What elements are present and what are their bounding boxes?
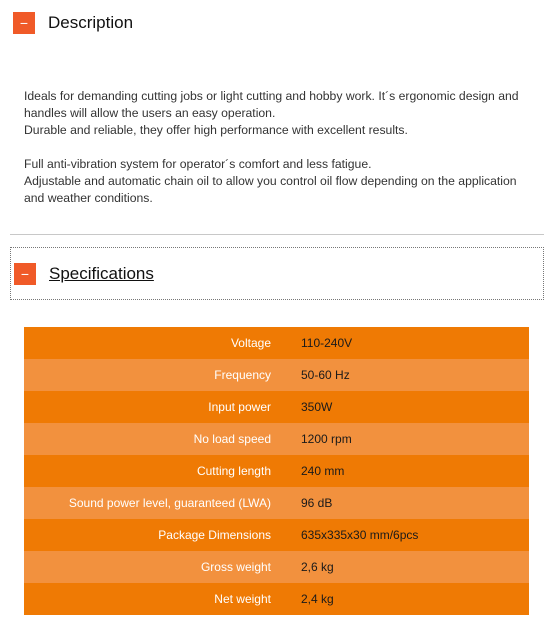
collapse-minus-icon[interactable]: − (13, 12, 35, 34)
description-body (24, 88, 524, 224)
section-divider (10, 234, 544, 235)
table-row (24, 487, 529, 519)
spec-label: Sound power level, guaranteed (LWA) (24, 487, 286, 519)
table-row (24, 519, 529, 551)
spec-label: Input power (24, 391, 286, 423)
spec-value: 240 mm (286, 455, 529, 487)
table-row (24, 423, 529, 455)
table-row (24, 391, 529, 423)
spec-label: Gross weight (24, 551, 286, 583)
spec-label: Net weight (24, 583, 286, 615)
spec-value: 110-240V (286, 327, 529, 359)
specifications-header[interactable] (10, 247, 544, 300)
description-text-4: Adjustable and automatic chain oil to allow you control oil flow depending on the application and weather conditions. (24, 174, 517, 205)
spec-label: No load speed (24, 423, 286, 455)
description-title[interactable]: Description (48, 13, 134, 32)
spec-label: Cutting length (24, 455, 286, 487)
spec-label: Frequency (24, 359, 286, 391)
spec-value: 50-60 Hz (286, 359, 529, 391)
table-row (24, 359, 529, 391)
specifications-title[interactable]: Specifications (49, 263, 154, 283)
collapse-minus-icon[interactable]: − (14, 263, 36, 285)
spec-value: 96 dB (286, 487, 529, 519)
specifications-table (24, 327, 529, 615)
table-row (24, 455, 529, 487)
spec-value: 1200 rpm (286, 423, 529, 455)
spec-label: Voltage (24, 327, 286, 359)
description-text-3: Full anti-vibration system for operator´s comfort and less fatigue. (24, 157, 372, 171)
table-row (24, 583, 529, 615)
spec-label: Package Dimensions (24, 519, 286, 551)
description-text-1: Ideals for demanding cutting jobs or light cutting and hobby work. It´s ergonomic design and handles will allow the users an easy operation. (24, 89, 519, 120)
description-header[interactable] (10, 0, 544, 46)
description-paragraph (24, 156, 524, 207)
spec-value: 2,6 kg (286, 551, 529, 583)
spec-value: 2,4 kg (286, 583, 529, 615)
spec-value: 350W (286, 391, 529, 423)
description-paragraph (24, 88, 524, 139)
description-text-2: Durable and reliable, they offer high performance with excellent results. (24, 123, 408, 137)
table-row (24, 551, 529, 583)
table-row (24, 327, 529, 359)
spec-value: 635x335x30 mm/6pcs (286, 519, 529, 551)
